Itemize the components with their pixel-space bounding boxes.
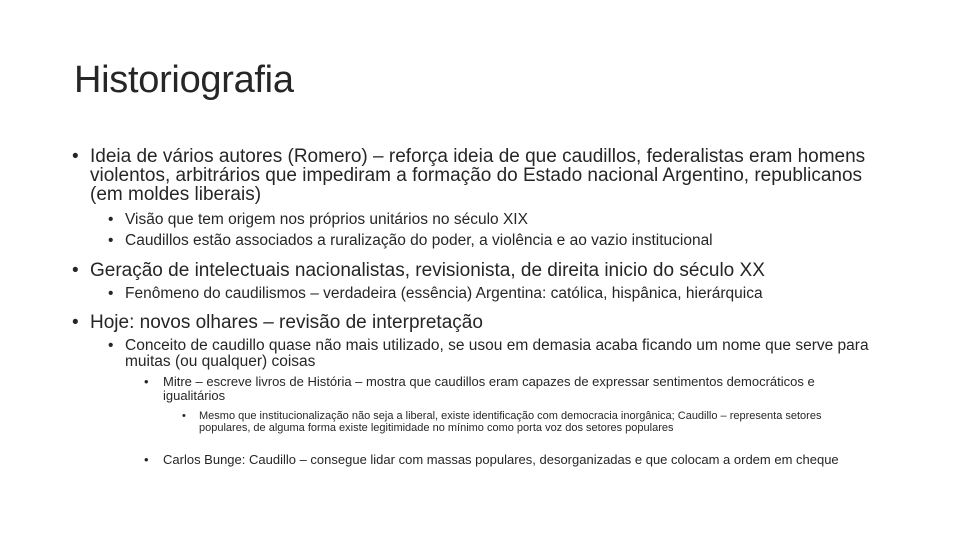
bullet-item-level3 [144,453,874,467]
bullet-icon: • [108,232,114,249]
bullet-icon: • [108,211,114,228]
bullet-item-level1 [72,261,872,280]
bullet-item-level1 [72,147,872,204]
bullet-icon: • [72,312,79,333]
bullet-text: Caudillos estão associados a ruralização do poder, a violência e ao vazio institucional [125,232,713,249]
bullet-text: Visão que tem origem nos próprios unitários no século XIX [125,211,528,228]
bullet-text: Mitre – escreve livros de História – mostra que caudillos eram capazes de expressar sentimentos democráticos e igualitários [163,374,815,403]
bullet-icon: • [72,146,79,167]
bullet-item-level2 [108,286,878,302]
bullet-icon: • [144,452,149,467]
bullet-icon: • [72,260,79,281]
bullet-item-level2 [108,338,878,370]
bullet-item-level4 [182,410,872,434]
bullet-text: Ideia de vários autores (Romero) – reforça ideia de que caudillos, federalistas eram homens violentos, arbitrários que impediram a formação do Estado nacional Argentino, republicanos (em moldes liberais) [90,146,866,205]
bullet-item-level3 [144,375,874,403]
bullet-text: Mesmo que institucionalização não seja a liberal, existe identificação com democracia inorgânica; Caudillo – representa setores populares, de alguma forma existe legitimidade no mínimo como porta voz dos setores populares [199,410,822,434]
slide-title: Historiografia [74,59,294,101]
bullet-item-level1 [72,313,872,332]
bullet-item-level2 [108,212,878,228]
bullet-item-level2 [108,233,878,249]
bullet-text: Carlos Bunge: Caudillo – consegue lidar com massas populares, desorganizadas e que colocam a ordem em cheque [163,452,839,467]
bullet-text: Conceito de caudillo quase não mais utilizado, se usou em demasia acaba ficando um nome que serve para muitas (ou qualquer) coisas [125,337,869,370]
bullet-text: Geração de intelectuais nacionalistas, revisionista, de direita inicio do século XX [90,260,765,281]
bullet-text: Hoje: novos olhares – revisão de interpretação [90,312,483,333]
bullet-icon: • [182,410,186,422]
bullet-icon: • [144,374,149,389]
bullet-text: Fenômeno do caudilismos – verdadeira (essência) Argentina: católica, hispânica, hierárquica [125,285,763,302]
bullet-icon: • [108,285,114,302]
bullet-icon: • [108,337,114,354]
